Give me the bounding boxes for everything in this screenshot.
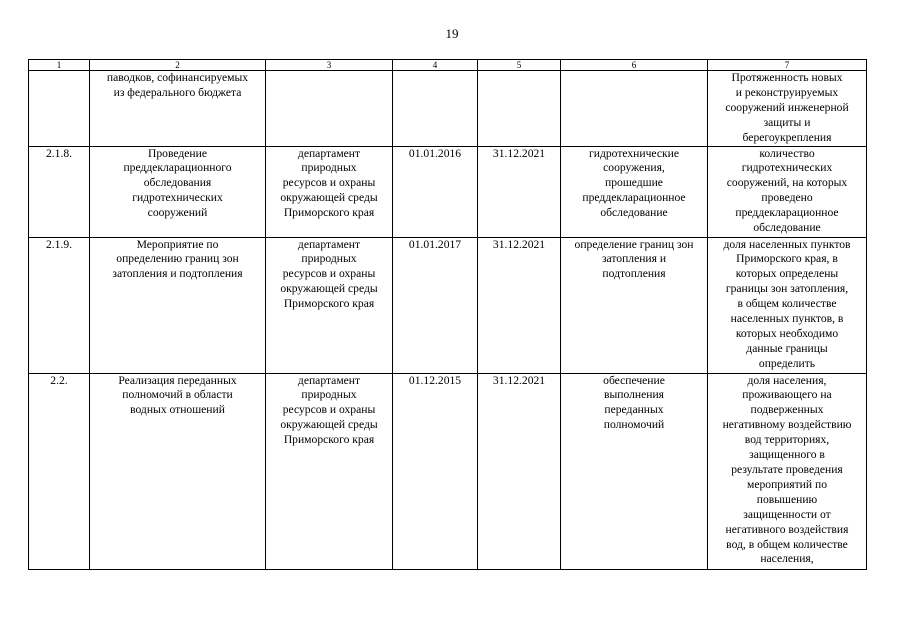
cell-text-line: Проведение [148, 146, 207, 160]
cell-text-line: ресурсов и охраны [282, 267, 376, 281]
cell-text-line: окружающей среды [280, 191, 378, 205]
column-header: 6 [561, 60, 708, 71]
cell-text-line: затопления и подтопления [112, 267, 243, 281]
cell-text-line: повышению [756, 492, 818, 506]
table-row [29, 373, 867, 569]
cell-text-line: Реализация переданных [118, 373, 237, 387]
row-number [29, 71, 90, 147]
row-start-date: 01.01.2016 [393, 146, 478, 237]
row-executor [266, 146, 393, 237]
cell-text-line: проведено [761, 191, 813, 205]
cell-text-line: результате проведения [731, 462, 843, 476]
column-header: 5 [478, 60, 561, 71]
cell-text-line: подверженных [750, 403, 824, 417]
table-row [29, 146, 867, 237]
row-indicator [708, 373, 867, 569]
cell-text-line: ресурсов и охраны [282, 403, 376, 417]
cell-text-line: сооружений инженерной [725, 100, 849, 114]
cell-text-line: обеспечение [603, 373, 665, 387]
document-table [28, 59, 867, 570]
row-indicator [708, 71, 867, 147]
cell-text-line: Мероприятие по [136, 237, 219, 251]
cell-text-line: в общем количестве [737, 297, 837, 311]
row-executor [266, 237, 393, 373]
cell-text-line: проживающего на [742, 388, 832, 402]
cell-text-line: природных [301, 161, 357, 175]
cell-text-line: границы зон затопления, [725, 282, 849, 296]
cell-text-line: из федерального бюджета [113, 85, 242, 99]
cell-text-line: гидротехнические [589, 146, 679, 160]
cell-text-line: окружающей среды [280, 282, 378, 296]
cell-text-line: природных [301, 252, 357, 266]
row-name [90, 71, 266, 147]
cell-text-line: переданных [604, 403, 664, 417]
column-header: 2 [90, 60, 266, 71]
cell-text-line: доля населенных пунктов [723, 237, 851, 251]
cell-text-line: обследование [753, 221, 821, 235]
cell-text-line: населения, [760, 552, 814, 566]
table-row [29, 237, 867, 373]
column-header: 7 [708, 60, 867, 71]
row-result [561, 71, 708, 147]
row-end-date: 31.12.2021 [478, 146, 561, 237]
row-end-date: 31.12.2021 [478, 373, 561, 569]
row-executor [266, 373, 393, 569]
cell-text-line: вод, в общем количестве [726, 537, 848, 551]
cell-text-line: Протяженность новых [731, 71, 843, 84]
cell-text-line: выполнения [604, 388, 664, 402]
row-result [561, 237, 708, 373]
cell-text-line: паводков, софинансируемых [106, 71, 249, 84]
cell-text-line: количество [759, 146, 815, 160]
cell-text-line: Приморского края, в [736, 252, 838, 266]
table-row [29, 71, 867, 147]
cell-text-line: департамент [297, 373, 361, 387]
cell-text-line: водных отношений [130, 403, 225, 417]
cell-text-line: гидротехнических [132, 191, 223, 205]
row-result [561, 373, 708, 569]
cell-text-line: природных [301, 388, 357, 402]
row-number: 2.1.8. [29, 146, 90, 237]
column-header-row [29, 60, 867, 71]
cell-text-line: данные границы [746, 341, 828, 355]
cell-text-line: департамент [297, 146, 361, 160]
cell-text-line: вод территориях, [744, 433, 830, 447]
row-indicator [708, 146, 867, 237]
cell-text-line: негативному воздействию [722, 418, 852, 432]
column-header: 3 [266, 60, 393, 71]
cell-text-line: окружающей среды [280, 418, 378, 432]
cell-text-line: защиты и [763, 115, 811, 129]
row-name [90, 146, 266, 237]
row-start-date [393, 71, 478, 147]
cell-text-line: преддекларационное [735, 206, 839, 220]
cell-text-line: которых необходимо [735, 326, 839, 340]
column-header: 1 [29, 60, 90, 71]
cell-text-line: сооружений [147, 206, 208, 220]
cell-text-line: ресурсов и охраны [282, 176, 376, 190]
row-name [90, 237, 266, 373]
cell-text-line: департамент [297, 237, 361, 251]
row-result [561, 146, 708, 237]
row-indicator [708, 237, 867, 373]
cell-text-line: полномочий в области [122, 388, 233, 402]
cell-text-line: обследование [600, 206, 668, 220]
cell-text-line: Приморского края [283, 433, 375, 447]
cell-text-line: доля населения, [747, 373, 827, 387]
cell-text-line: обследования [143, 176, 212, 190]
row-name [90, 373, 266, 569]
cell-text-line: преддекларационное [582, 191, 686, 205]
cell-text-line: определению границ зон [116, 252, 239, 266]
cell-text-line: сооружения, [603, 161, 665, 175]
cell-text-line: прошедшие [605, 176, 663, 190]
cell-text-line: определение границ зон [574, 237, 694, 251]
row-number: 2.1.9. [29, 237, 90, 373]
cell-text-line: берегоукрепления [742, 130, 832, 144]
cell-text-line: и реконструируемых [735, 85, 839, 99]
cell-text-line: затопления и [601, 252, 667, 266]
cell-text-line: защищенного в [749, 448, 825, 462]
cell-text-line: полномочий [603, 418, 665, 432]
cell-text-line: негативного воздействия [725, 522, 849, 536]
row-start-date: 01.12.2015 [393, 373, 478, 569]
cell-text-line: защищенности от [743, 507, 831, 521]
cell-text-line: Приморского края [283, 206, 375, 220]
row-executor [266, 71, 393, 147]
page-number: 19 [445, 26, 459, 41]
column-header: 4 [393, 60, 478, 71]
row-start-date: 01.01.2017 [393, 237, 478, 373]
cell-text-line: гидротехнических [741, 161, 833, 175]
cell-text-line: сооружений, на которых [726, 176, 848, 190]
cell-text-line: Приморского края [283, 297, 375, 311]
row-number: 2.2. [29, 373, 90, 569]
row-end-date: 31.12.2021 [478, 237, 561, 373]
cell-text-line: которых определены [735, 267, 839, 281]
cell-text-line: мероприятий по [747, 477, 827, 491]
row-end-date [478, 71, 561, 147]
cell-text-line: определить [758, 356, 816, 370]
cell-text-line: преддекларационного [123, 161, 232, 175]
cell-text-line: населенных пунктов, в [730, 312, 844, 326]
cell-text-line: подтопления [602, 267, 666, 281]
